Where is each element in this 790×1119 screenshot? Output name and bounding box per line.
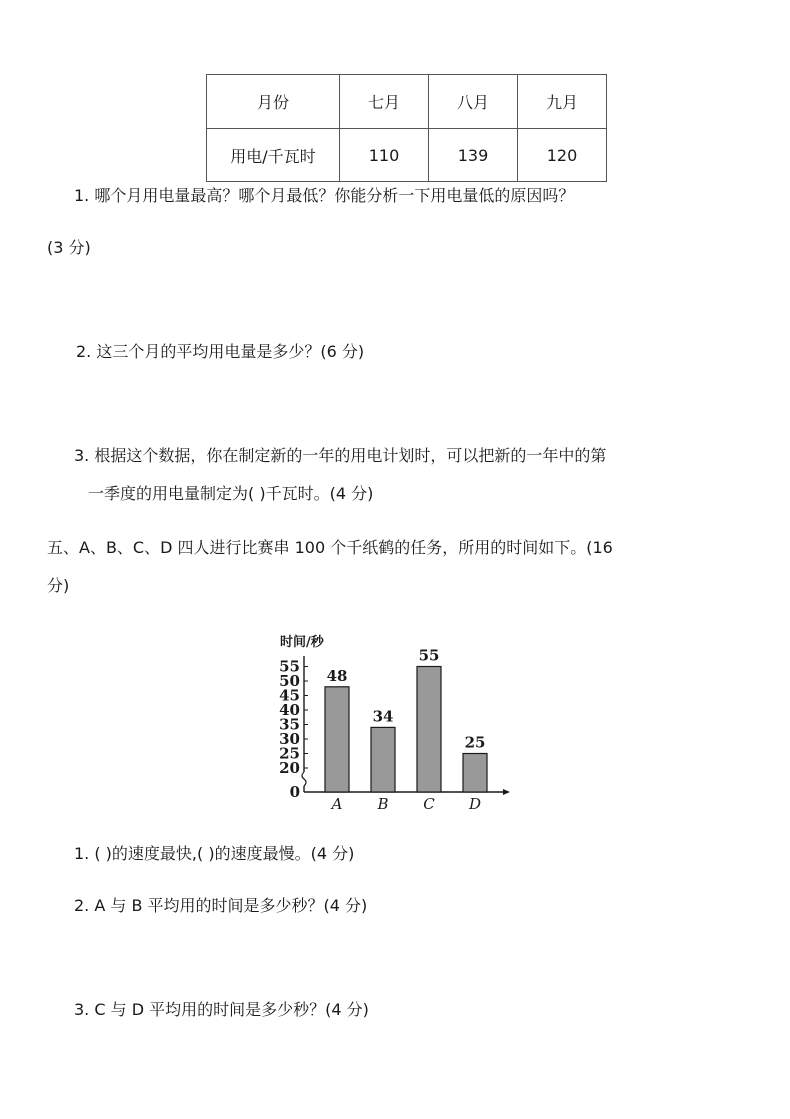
section-5-question-1: 1. ( )的速度最快,( )的速度最慢。(4 分) bbox=[74, 844, 355, 863]
chart-marks bbox=[279, 647, 510, 814]
y-axis-label: 时间/秒 bbox=[280, 635, 324, 650]
section-5-question-2: 2. A 与 B 平均用的时间是多少秒？(4 分) bbox=[74, 896, 368, 915]
table-row-label: 用电/千瓦时 bbox=[207, 129, 340, 182]
y-tick-label: 25 bbox=[279, 744, 300, 763]
axis-break-mark bbox=[302, 772, 306, 786]
bar-value-label: 55 bbox=[418, 646, 440, 665]
table-header-row bbox=[207, 75, 607, 129]
y-tick-label: 55 bbox=[279, 657, 300, 676]
table-cell-august: 139 bbox=[429, 129, 518, 182]
x-category-label: C bbox=[423, 795, 435, 813]
x-category-label: A bbox=[331, 795, 343, 813]
section-5-title-score: 分) bbox=[47, 576, 70, 595]
y-tick-label: 50 bbox=[279, 672, 300, 690]
electricity-table bbox=[206, 74, 607, 182]
table-cell-july: 110 bbox=[340, 129, 429, 182]
time-bar-chart bbox=[270, 626, 520, 816]
bar-value-label: 48 bbox=[326, 666, 348, 685]
table-header-september: 九月 bbox=[518, 75, 607, 129]
bar-value-label: 34 bbox=[372, 707, 394, 726]
question-1: 1. 哪个月用电量最高？哪个月最低？你能分析一下用电量低的原因吗？ bbox=[74, 186, 575, 205]
bar bbox=[417, 667, 441, 793]
table-cell-september: 120 bbox=[518, 129, 607, 182]
question-2: 2. 这三个月的平均用电量是多少？(6 分) bbox=[76, 342, 365, 361]
x-category-label: B bbox=[377, 795, 389, 813]
x-category-label: D bbox=[468, 795, 482, 813]
table-header-july: 七月 bbox=[340, 75, 429, 129]
section-5-title: 五、A、B、C、D 四人进行比赛串 100 个千纸鹤的任务，所用的时间如下。(16 bbox=[47, 538, 613, 557]
y-tick-label: 45 bbox=[279, 686, 300, 705]
y-tick-label: 0 bbox=[289, 783, 300, 801]
table-header-month: 月份 bbox=[207, 75, 340, 129]
section-5-question-3: 3. C 与 D 平均用的时间是多少秒？(4 分) bbox=[74, 1000, 369, 1019]
y-tick-label: 20 bbox=[279, 759, 300, 777]
bar bbox=[371, 727, 395, 792]
question-1-score: (3 分) bbox=[47, 238, 91, 257]
table-row bbox=[207, 129, 607, 182]
bar bbox=[463, 754, 487, 793]
question-3-continuation: 一季度的用电量制定为( )千瓦时。(4 分) bbox=[88, 484, 374, 503]
y-tick-label: 30 bbox=[279, 730, 300, 748]
y-tick-label: 40 bbox=[279, 701, 300, 719]
question-3: 3. 根据这个数据，你在制定新的一年的用电计划时，可以把新的一年中的第 bbox=[74, 446, 607, 465]
bar-value-label: 25 bbox=[464, 733, 486, 752]
bar bbox=[325, 687, 349, 792]
table-header-august: 八月 bbox=[429, 75, 518, 129]
x-axis-arrow bbox=[503, 789, 510, 795]
y-tick-label: 35 bbox=[279, 715, 300, 734]
